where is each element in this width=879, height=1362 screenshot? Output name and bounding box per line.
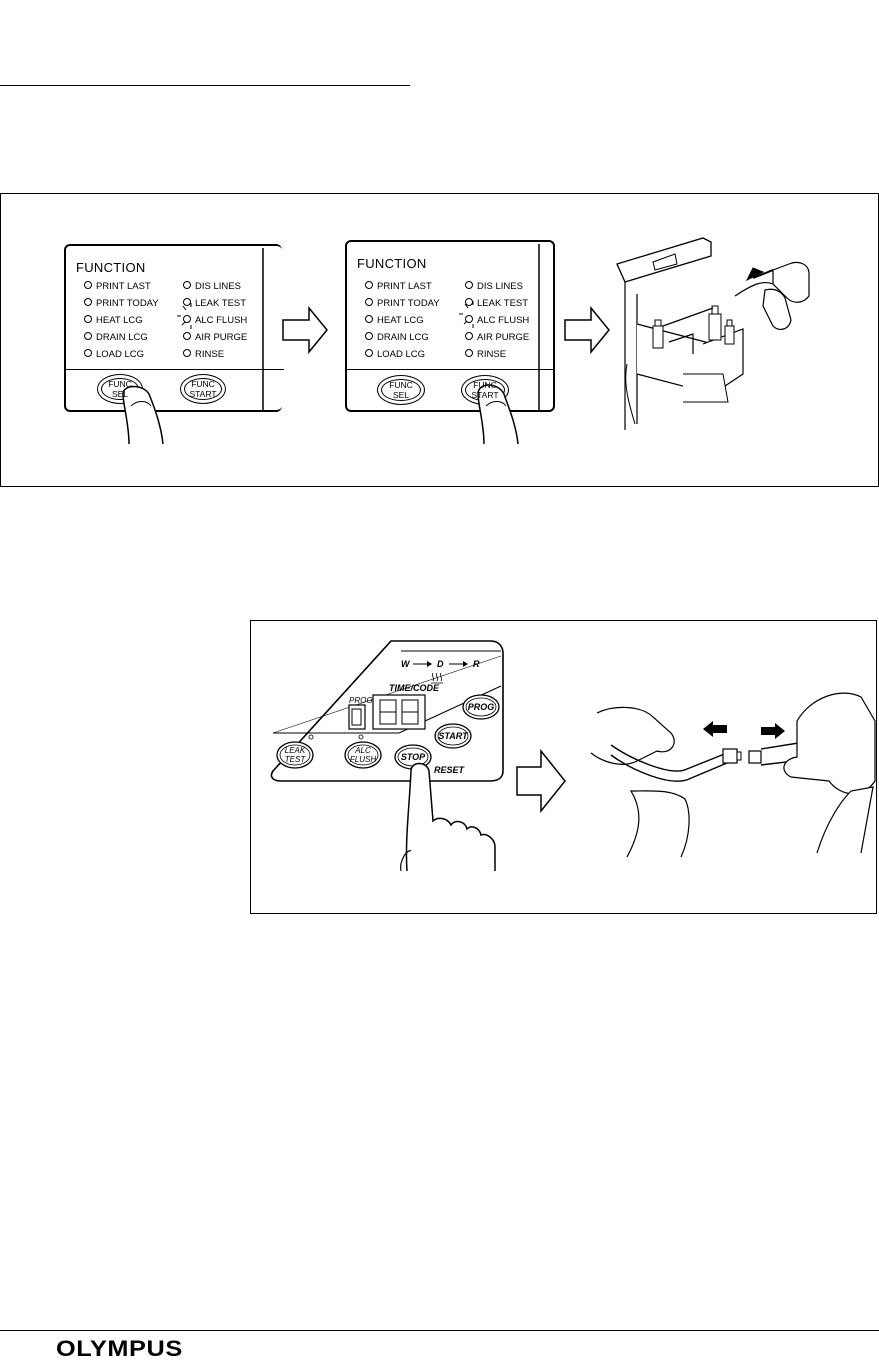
- control-panel-illustration: [251, 621, 878, 915]
- push-arrow-right-icon: [761, 723, 785, 739]
- push-arrow-left-icon: [703, 721, 727, 737]
- led-dis-lines: DIS LINES: [465, 281, 523, 292]
- figure-control-panel: [250, 620, 877, 914]
- led-heat-lcg: HEAT LCG: [365, 315, 424, 326]
- cycle-d: D: [437, 659, 444, 669]
- led-leak-test: LEAK TEST: [183, 298, 246, 309]
- led-rinse: RINSE: [465, 349, 506, 360]
- func-sel-button[interactable]: FUNC SEL: [97, 374, 143, 404]
- led-rinse: RINSE: [183, 349, 224, 360]
- led-load-lcg: LOAD LCG: [84, 349, 144, 360]
- start-button[interactable]: [435, 724, 471, 748]
- prog-button[interactable]: [463, 695, 499, 719]
- led-heat-lcg: HEAT LCG: [84, 315, 143, 326]
- svg-text:STOP: STOP: [400, 752, 426, 762]
- svg-text:TEST: TEST: [284, 755, 306, 764]
- led-air-purge: AIR PURGE: [465, 332, 529, 343]
- led-alc-flush-lit: ALC FLUSH: [465, 315, 529, 326]
- leak-test-button[interactable]: [277, 742, 313, 768]
- svg-text:LEAK: LEAK: [284, 746, 306, 755]
- svg-text:ALC: ALC: [355, 746, 371, 755]
- right-hand: [784, 693, 875, 794]
- reset-label: RESET: [434, 765, 465, 775]
- blink-rays-b: [459, 301, 473, 328]
- arrow-right-2: [563, 306, 613, 354]
- function-title: FUNCTION: [76, 260, 146, 275]
- cycle-w: W: [401, 659, 410, 669]
- function-title: FUNCTION: [357, 256, 427, 271]
- led-drain-lcg: DRAIN LCG: [365, 332, 429, 343]
- tube-connector-left: [723, 749, 737, 763]
- led-alc-flush-lit: ALC FLUSH: [183, 315, 247, 326]
- led-dis-lines: DIS LINES: [183, 281, 241, 292]
- svg-text:FLUSH: FLUSH: [349, 755, 377, 764]
- func-start-button[interactable]: FUNC START: [461, 375, 509, 405]
- figure-function-panel: [0, 193, 879, 487]
- led-drain-lcg: DRAIN LCG: [84, 332, 148, 343]
- led-print-today: PRINT TODAY: [365, 298, 440, 309]
- alc-flush-button[interactable]: [345, 742, 381, 768]
- led-print-last: PRINT LAST: [365, 281, 432, 292]
- arrow-right-3: [517, 751, 565, 811]
- header-rule: [0, 85, 410, 86]
- cycle-r: R: [473, 659, 480, 669]
- led-load-lcg: LOAD LCG: [365, 349, 425, 360]
- func-sel-button[interactable]: FUNC SEL: [377, 375, 425, 405]
- time-code-label: TIME/CODE: [389, 683, 440, 693]
- led-print-today: PRINT TODAY: [84, 298, 159, 309]
- footer-rule: [0, 1330, 879, 1331]
- tube-connector-right: [749, 751, 761, 763]
- func-start-button[interactable]: FUNC START: [180, 374, 226, 404]
- led-air-purge: AIR PURGE: [183, 332, 247, 343]
- bottle-left: [653, 320, 663, 348]
- svg-text:PROG: PROG: [467, 702, 495, 712]
- bottle-right: [709, 306, 734, 344]
- machine-illustration: [613, 234, 833, 434]
- led-leak-test: LEAK TEST: [465, 298, 528, 309]
- svg-text:START: START: [438, 731, 468, 741]
- led-print-last: PRINT LAST: [84, 281, 151, 292]
- left-hand-tube: [591, 707, 674, 764]
- prog-small-label: PROG: [349, 696, 373, 705]
- olympus-logo: OLYMPUS: [56, 1336, 183, 1361]
